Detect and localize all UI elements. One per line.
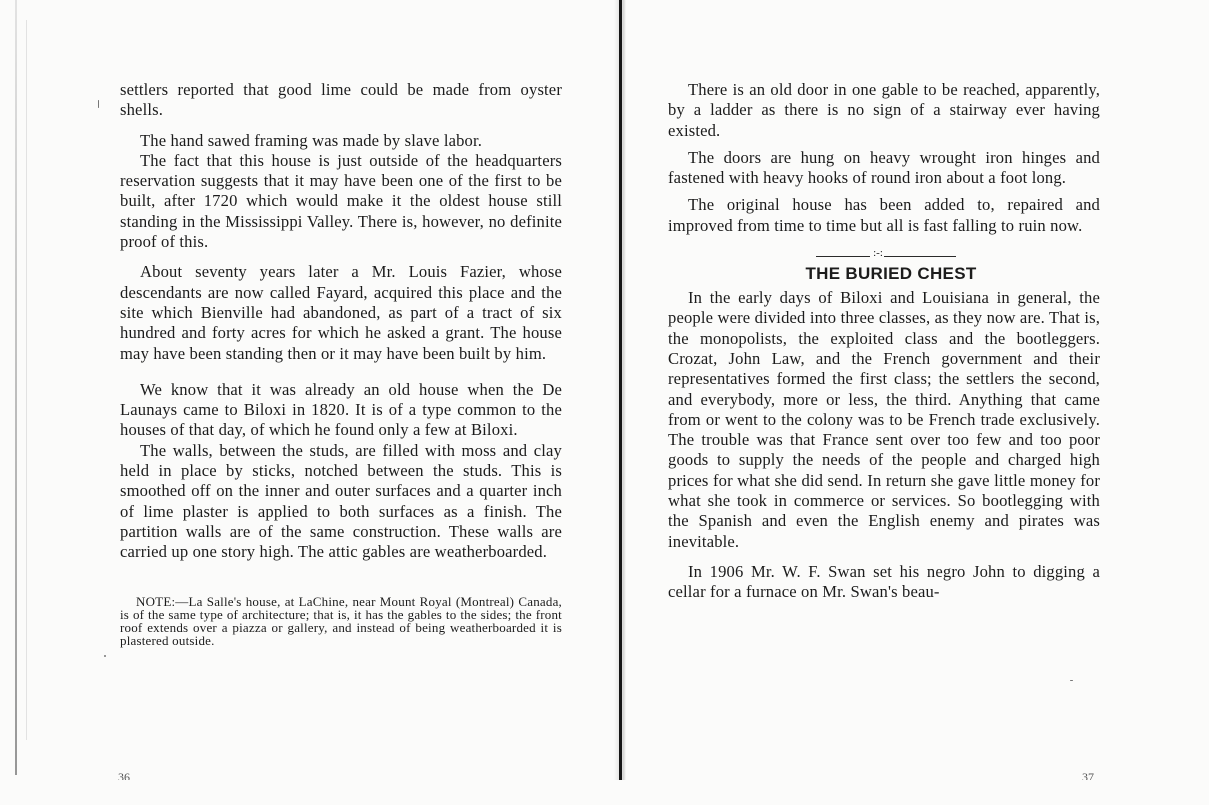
section-divider	[668, 246, 1100, 262]
paragraph: About seventy years later a Mr. Louis Fazier, whose descendants are now called Fayard, acquired this place and the site which Bienville had abandoned, as part of a tract of six hundred and forty acres for which he asked a grant. The house may have been standing then or it may have been built by him.	[120, 262, 562, 363]
divider-rule-right	[884, 256, 956, 257]
paragraph: There is an old door in one gable to be reached, apparently, by a ladder as there is no sign of a stairway ever having existed.	[668, 80, 1100, 140]
paragraph: The doors are hung on heavy wrought iron hinges and fastened with heavy hooks of round iron about a foot long.	[668, 147, 1100, 188]
book-gutter	[614, 0, 624, 780]
scan-speck	[1070, 680, 1073, 681]
gutter-line	[619, 0, 622, 780]
paragraph: The walls, between the studs, are filled with moss and clay held in place by sticks, notched between the studs. This is smoothed off on the inner and outer surfaces and a quarter inch of lime plaster is applied to both surfaces as a finish. The partition walls are of the same construction. These walls are carried up one story high. The attic gables are weatherboarded.	[120, 440, 562, 562]
footnote: NOTE:—La Salle's house, at LaChine, near Mount Royal (Montreal) Canada, is of the same type of architecture; that is, it has the gables to the sides; the front roof extends over a piazza or gallery, and instead of being weatherboarded it is plastered outside.	[120, 593, 562, 649]
paragraph: The original house has been added to, repaired and improved from time to time but all is fast falling to ruin now.	[668, 195, 1100, 235]
page-number-right: 37	[1082, 770, 1094, 780]
right-page	[668, 80, 1100, 603]
page-number-left: 36	[118, 770, 130, 780]
scan-speck	[104, 655, 106, 657]
paragraph: settlers reported that good lime could be made from oyster shells.	[120, 80, 562, 120]
scan-speck	[98, 100, 99, 108]
paragraph: We know that it was already an old house when the De Launays came to Biloxi in 1820. It is of a type common to the houses of that day, of which he found only a few at Biloxi.	[120, 379, 562, 440]
paragraph: The fact that this house is just outside of the headquarters reservation suggests that it may have been one of the first to be built, after 1720 which would make it the oldest house still standing in the Mississippi Valley. There is, however, no definite proof of this.	[120, 150, 562, 252]
divider-mark: :-:	[873, 247, 883, 260]
paragraph: In the early days of Biloxi and Louisiana in general, the people were divided into three classes, as they now are. That is, the monopolists, the exploited class and the bootleggers. Crozat, John Law, and the French government and their representatives formed the first class; the settlers the second, and everybody, more or less, the third. Anything that came from or went to the colony was to be French trade exclusively. The trouble was that France sent over too few and too poor goods to supply the needs of the people and charged high prices for what she did send. In return she gave little money for what she took in commerce or services. So bootlegging with the Spanish and even the English enemy and pirates was inevitable.	[668, 288, 1100, 551]
paragraph: The hand sawed framing was made by slave labor.	[140, 130, 483, 150]
left-page	[120, 80, 562, 647]
scan-edge	[15, 0, 17, 775]
section-heading: THE BURIED CHEST	[805, 264, 977, 284]
scan-edge-faint	[26, 20, 27, 740]
divider-rule-left	[816, 256, 870, 257]
paragraph: In 1906 Mr. W. F. Swan set his negro John to digging a cellar for a furnace on Mr. Swan's beau-	[668, 561, 1100, 602]
